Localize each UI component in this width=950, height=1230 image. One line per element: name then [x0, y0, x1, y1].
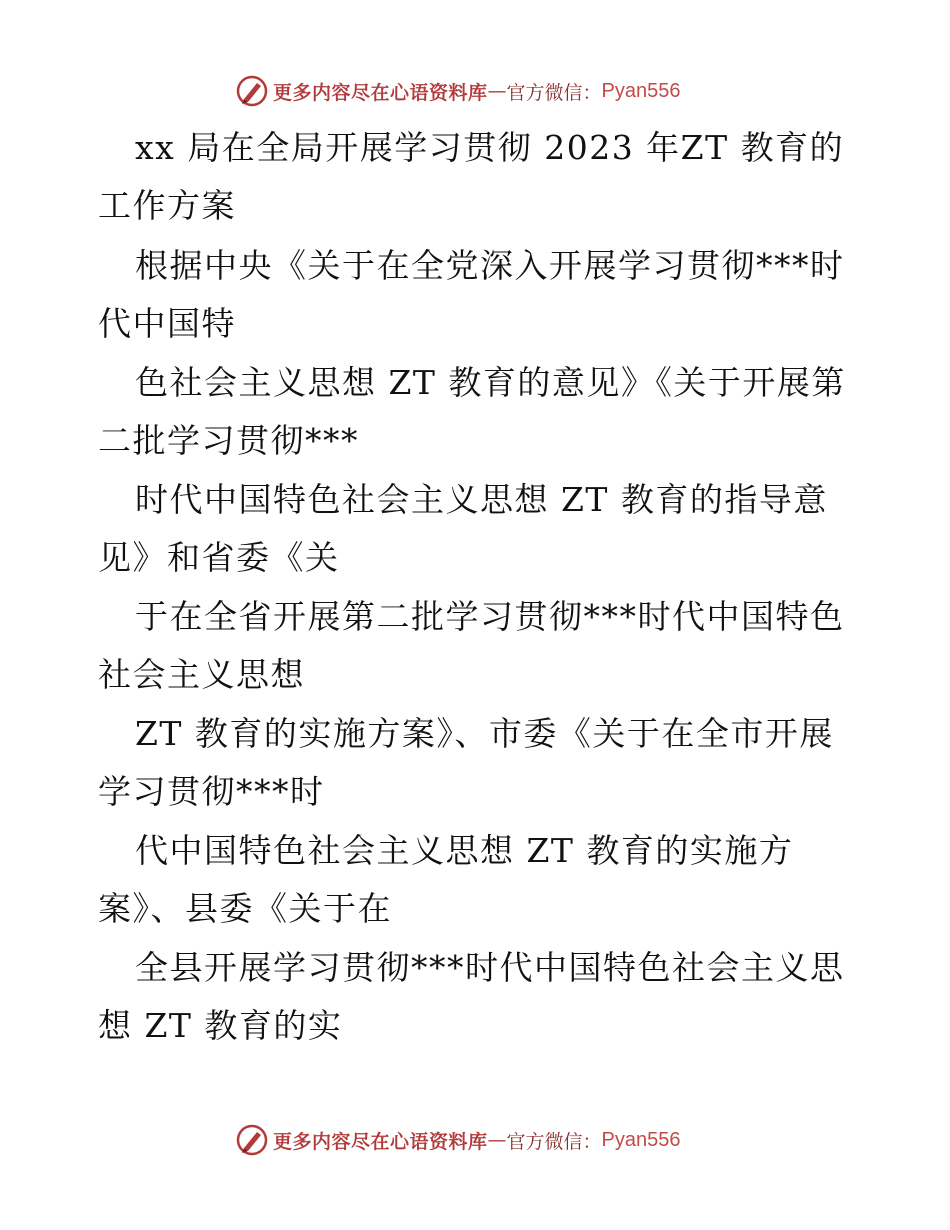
header-watermark	[235, 73, 681, 109]
footer-watermark	[235, 1122, 681, 1158]
paragraph-line: 二批学习贯彻***	[98, 421, 359, 460]
watermark-dash: —	[487, 80, 507, 102]
watermark-dash: —	[487, 1129, 507, 1151]
title-line-1: xx 局在全局开展学习贯彻 2023 年ZT 教育的	[135, 128, 845, 167]
watermark-site-text: 更多内容尽在心语资料库	[273, 1130, 488, 1153]
paragraph-line: 全县开展学习贯彻***时代中国特色社会主义思	[135, 948, 845, 987]
paragraph-line: 案》、县委《关于在	[98, 889, 392, 928]
watermark-wechat-id: Pyan556	[601, 79, 681, 102]
paragraph-line: 于在全省开展第二批学习贯彻***时代中国特色	[135, 597, 845, 636]
pen-logo-icon	[235, 74, 269, 108]
title-line-2: 工作方案	[98, 186, 236, 225]
watermark-label: 官方微信：	[506, 81, 602, 104]
paragraph-line: 见》和省委《关	[98, 538, 340, 577]
paragraph-line: 代中国特色社会主义思想 ZT 教育的实施方	[135, 831, 794, 870]
paragraph-line: 色社会主义思想 ZT 教育的意见》《关于开展第	[135, 363, 846, 402]
watermark-site-text: 更多内容尽在心语资料库	[273, 81, 488, 104]
paragraph-line: 代中国特	[98, 304, 236, 343]
paragraph-line: 社会主义思想	[98, 655, 305, 694]
paragraph-line: 想 ZT 教育的实	[98, 1006, 343, 1045]
watermark-label: 官方微信：	[506, 1130, 602, 1153]
pen-logo-icon	[235, 1123, 269, 1157]
paragraph-line: 时代中国特色社会主义思想 ZT 教育的指导意	[135, 480, 828, 519]
paragraph-line: 根据中央《关于在全党深入开展学习贯彻***时	[135, 246, 845, 285]
paragraph-line: ZT 教育的实施方案》、市委《关于在全市开展	[135, 714, 834, 753]
watermark-wechat-id: Pyan556	[601, 1128, 681, 1151]
paragraph-line: 学习贯彻***时	[98, 772, 325, 811]
